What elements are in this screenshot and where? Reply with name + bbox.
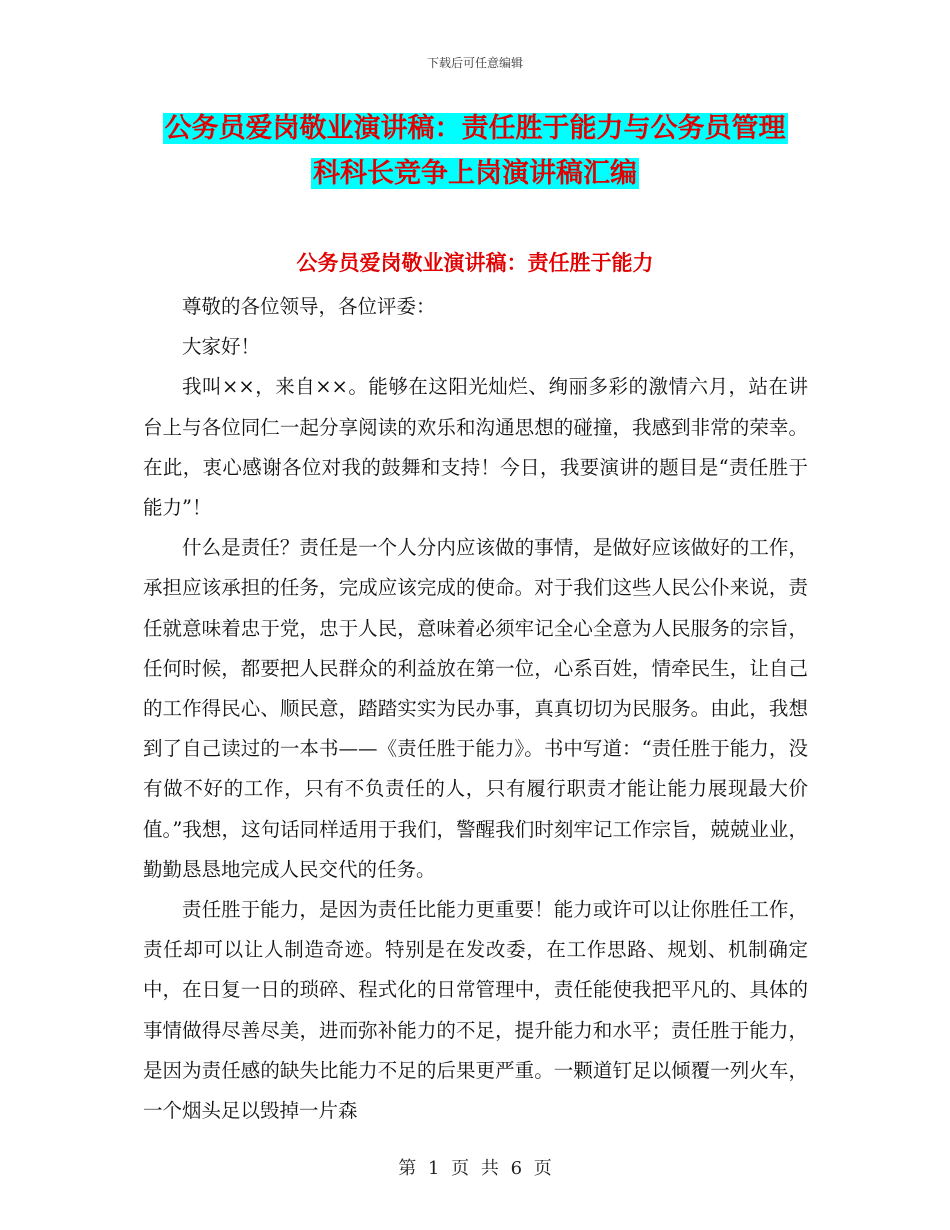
section-title: 公务员爱岗敬业演讲稿：责任胜于能力 bbox=[296, 251, 654, 275]
document-title-line1: 公务员爱岗敬业演讲稿：责任胜于能力与公务员管理 bbox=[164, 113, 786, 144]
paragraph-responsibility-over-ability: 责任胜于能力，是因为责任比能力更重要！能力或许可以让你胜任工作，责任却可以让人制造奇迹。特别是在发改委，在工作思路、规划、机制确定中，在日复一日的琐碎、程式化的日常管理中，责任能使我把平凡的、具体的事情做得尽善尽美，进而弥补能力的不足，提升能力和水平；责任胜于能力，是因为责任感的缺失比能力不足的后果更严重。一颗道钉足以倾覆一列火车，一个烟头足以毁掉一片森 bbox=[143, 898, 808, 1123]
paragraph-salutation: 尊敬的各位领导，各位评委： bbox=[182, 295, 436, 318]
page-number: 第 1 页 共 6 页 bbox=[398, 1158, 552, 1179]
paragraph-intro: 我叫××，来自××。能够在这阳光灿烂、绚丽多彩的激情六月，站在讲台上与各位同仁一起分享阅读的欢乐和沟通思想的碰撞，我感到非常的荣幸。在此，衷心感谢各位对我的鼓舞和支持！今日，我要演讲的题目是“责任胜于能力”！ bbox=[143, 375, 808, 520]
header-note: 下载后可任意编辑 bbox=[426, 56, 523, 70]
document-body bbox=[143, 287, 808, 1131]
paragraph-greeting: 大家好！ bbox=[182, 335, 261, 359]
document-title bbox=[0, 106, 950, 196]
paragraph-what-is-responsibility: 什么是责任？责任是一个人分内应该做的事情，是做好应该做好的工作，承担应该承担的任务，完成应该完成的使命。对于我们这些人民公仆来说，责任就意味着忠于党，忠于人民，意味着必须牢记全心全意为人民服务的宗旨，任何时候，都要把人民群众的利益放在第一位，心系百姓，情牵民生，让自己的工作得民心、顺民意，踏踏实实为民办事，真真切切为民服务。由此，我想到了自己读过的一本书——《责任胜于能力》。书中写道：“责任胜于能力，没有做不好的工作，只有不负责任的人，只有履行职责才能让能力展现最大价值。”我想，这句话同样适用于我们，警醒我们时刻牢记工作宗旨，兢兢业业，勤勤恳恳地完成人民交代的任务。 bbox=[143, 536, 808, 881]
document-title-line2: 科科长竞争上岗演讲稿汇编 bbox=[313, 158, 637, 189]
